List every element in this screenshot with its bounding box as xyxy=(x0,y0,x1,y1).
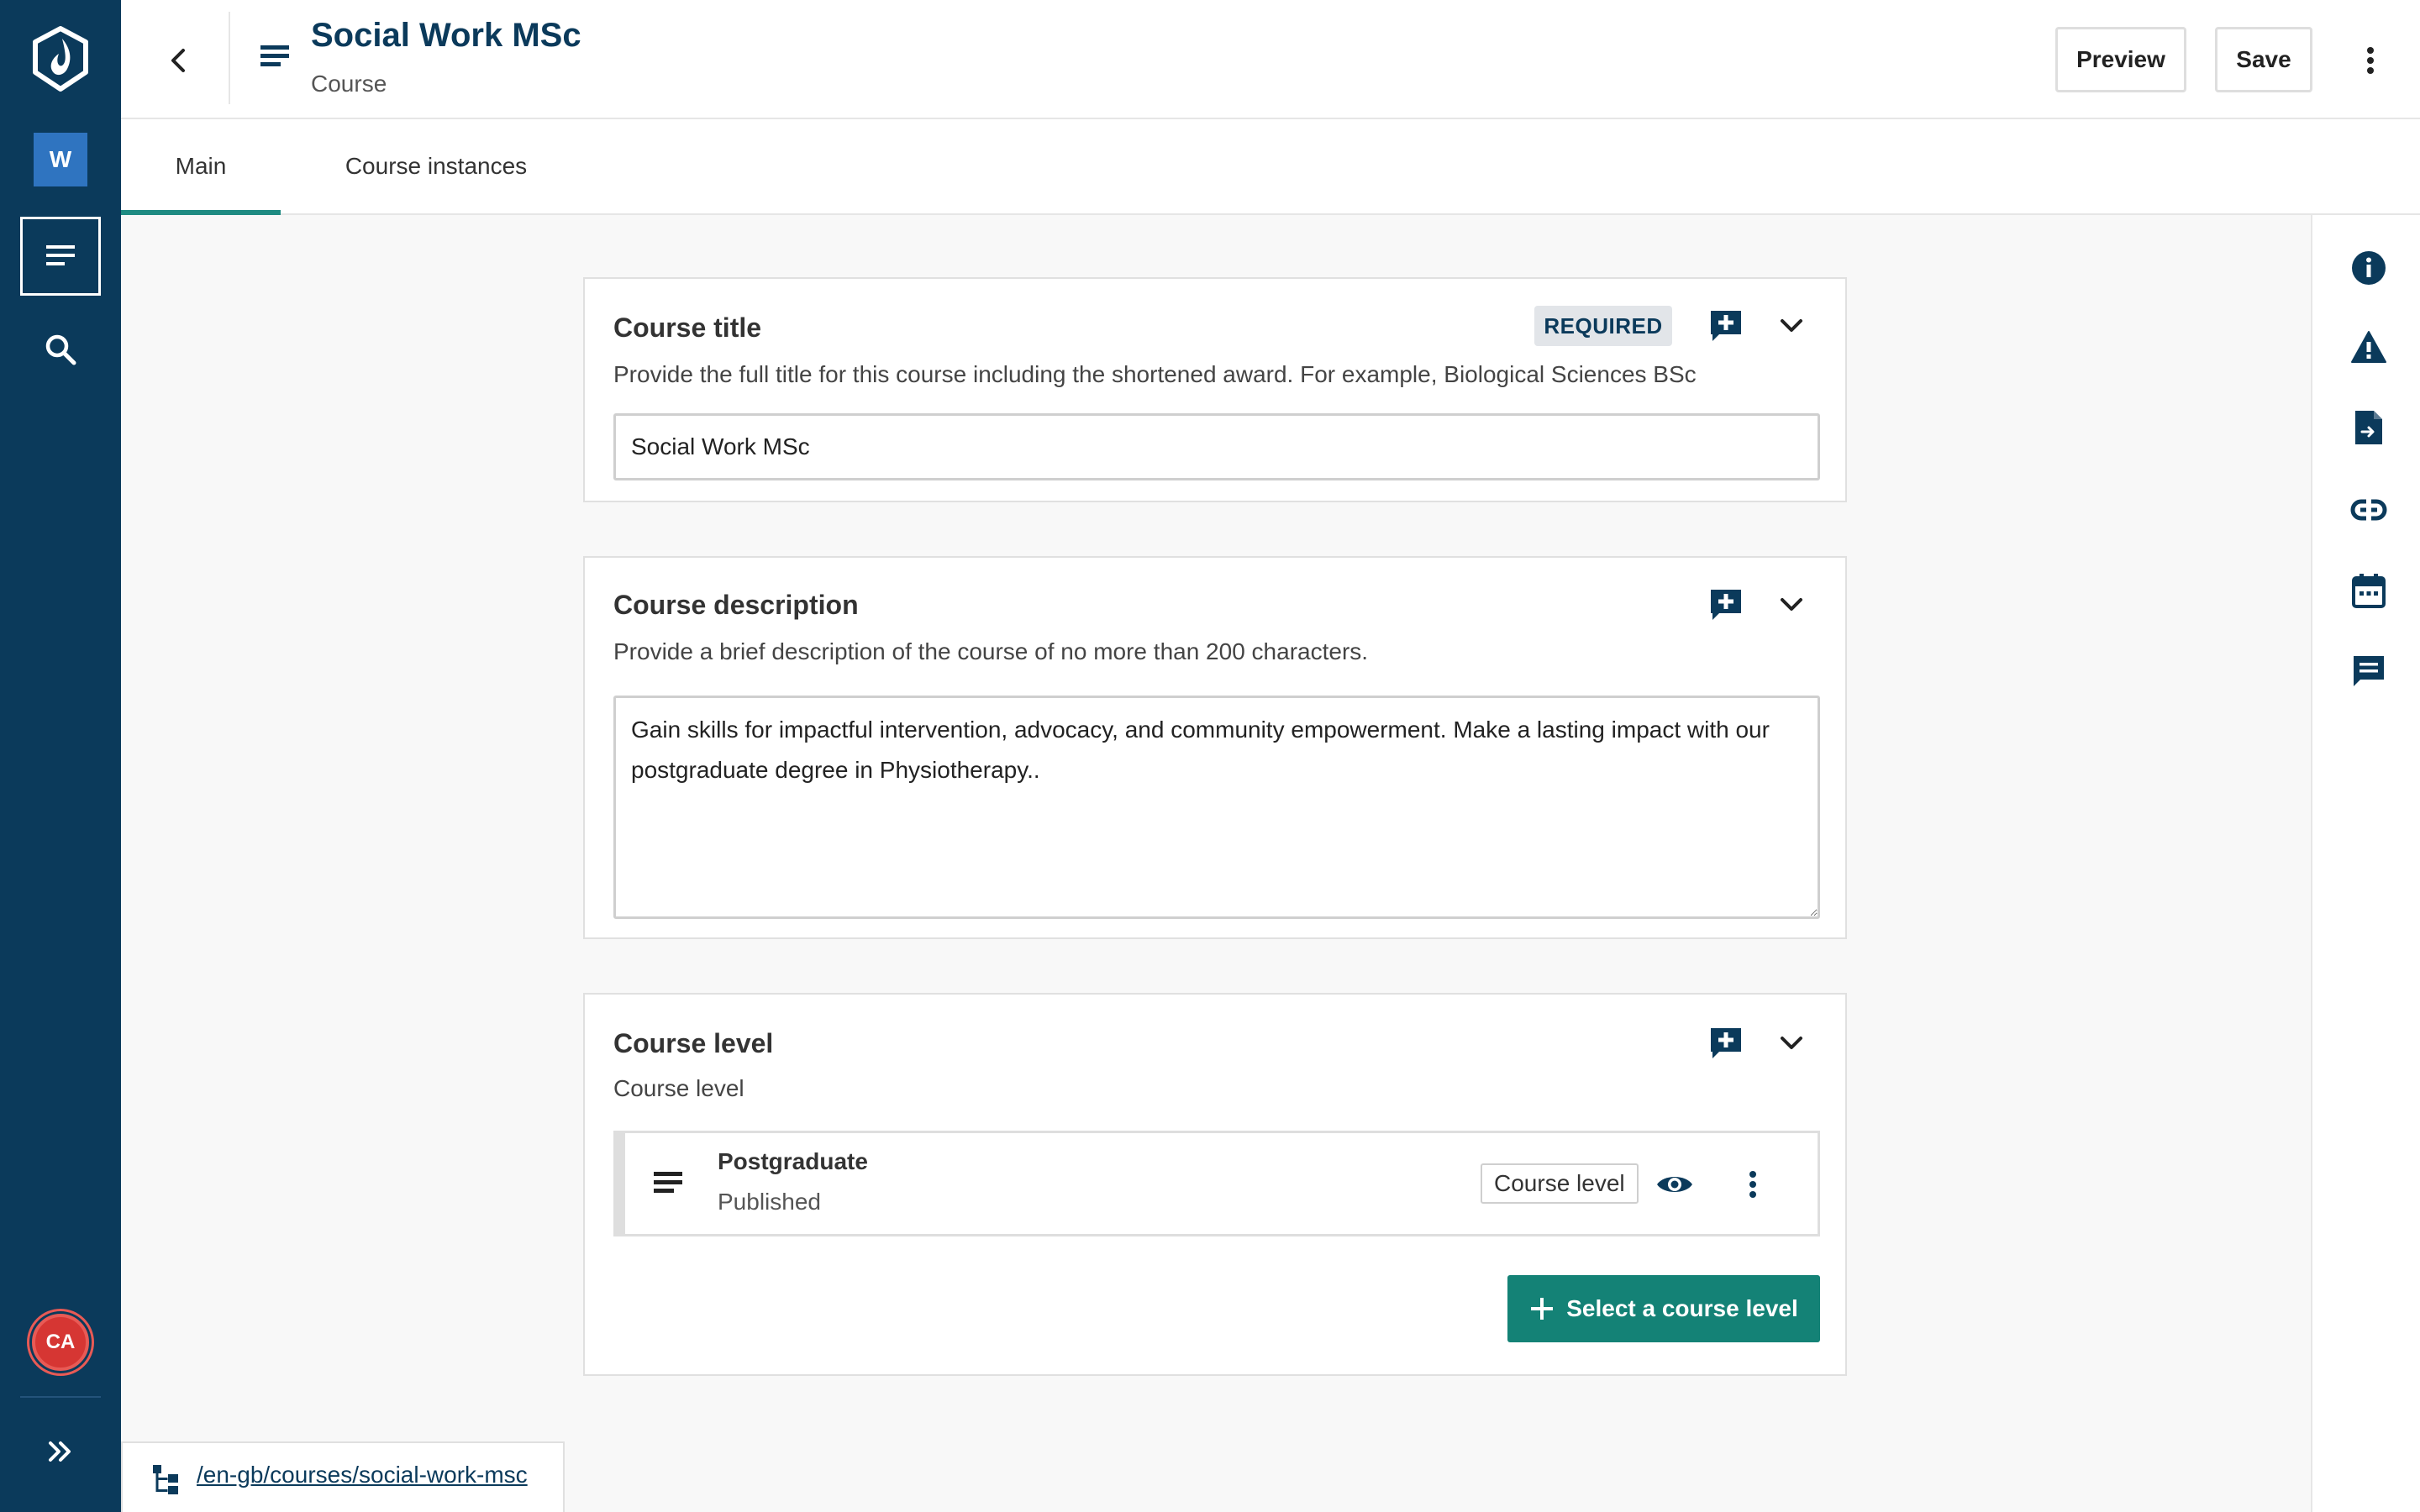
add-comment-button[interactable] xyxy=(1707,586,1744,623)
info-button[interactable] xyxy=(2349,249,2388,287)
left-nav-rail xyxy=(0,0,121,1512)
course-title-input[interactable] xyxy=(613,413,1820,480)
field-help-text: Course level xyxy=(613,1075,744,1101)
course-description-textarea[interactable] xyxy=(613,696,1820,919)
field-course-title xyxy=(583,277,1847,502)
add-comment-button[interactable] xyxy=(1707,1025,1744,1062)
schedule-button[interactable] xyxy=(2349,571,2388,610)
links-button[interactable] xyxy=(2349,491,2388,529)
field-course-description xyxy=(583,556,1847,939)
search-icon xyxy=(44,333,77,366)
plus-icon xyxy=(1529,1296,1555,1321)
add-comment-button[interactable] xyxy=(1707,307,1744,344)
document-button[interactable] xyxy=(2349,408,2388,447)
search-nav-button[interactable] xyxy=(39,328,82,371)
entries-nav-button[interactable] xyxy=(20,217,101,296)
entries-icon xyxy=(46,244,75,269)
info-icon xyxy=(2351,250,2386,286)
expand-icon xyxy=(47,1440,74,1463)
entry-name: Postgraduate xyxy=(718,1148,868,1174)
tab-main[interactable]: Main xyxy=(121,119,281,213)
page-subtitle: Course xyxy=(311,71,387,97)
collapse-button[interactable] xyxy=(1775,588,1808,622)
eye-icon xyxy=(1655,1172,1694,1197)
tab-course-instances[interactable]: Course instances xyxy=(345,153,528,179)
chevron-left-icon xyxy=(168,47,188,74)
field-help-text: Provide the full title for this course including the shortened award. For example, Biological Sciences BSc xyxy=(613,361,1697,387)
required-badge: REQUIRED xyxy=(1534,306,1672,346)
add-comment-icon xyxy=(1709,309,1743,343)
header-more-button[interactable] xyxy=(2349,37,2391,84)
reference-entry-card[interactable] xyxy=(613,1131,1820,1236)
add-comment-icon xyxy=(1709,1026,1743,1060)
entry-path-link[interactable]: /en-gb/courses/social-work-msc xyxy=(197,1462,528,1488)
avatar[interactable]: CA xyxy=(32,1314,89,1371)
collapse-button[interactable] xyxy=(1775,309,1808,343)
chevron-down-icon xyxy=(1780,1036,1803,1051)
content-type-badge: Course level xyxy=(1481,1163,1639,1204)
field-label: Course title xyxy=(613,312,762,343)
right-utility-rail xyxy=(2311,215,2420,1512)
tab-bar xyxy=(121,119,2420,215)
workspace-switcher[interactable]: W xyxy=(34,133,87,186)
kebab-icon xyxy=(2366,46,2375,75)
header-divider xyxy=(229,12,230,104)
field-help-text: Provide a brief description of the course of no more than 200 characters. xyxy=(613,638,1369,664)
calendar-icon xyxy=(2352,573,2386,608)
chevron-down-icon xyxy=(1780,597,1803,612)
warning-icon xyxy=(2350,330,2387,364)
view-entry-button[interactable] xyxy=(1654,1163,1696,1205)
logo-icon[interactable] xyxy=(30,25,91,92)
add-comment-icon xyxy=(1709,588,1743,622)
entry-type-icon xyxy=(652,1167,686,1200)
comment-icon xyxy=(2352,654,2386,688)
select-course-level-label: Select a course level xyxy=(1566,1295,1798,1321)
field-label: Course level xyxy=(613,1028,774,1058)
back-button[interactable] xyxy=(155,37,202,84)
field-course-level xyxy=(583,993,1847,1376)
rail-divider xyxy=(20,1396,101,1398)
entry-more-button[interactable] xyxy=(1736,1163,1770,1205)
select-course-level-button[interactable] xyxy=(1507,1275,1820,1342)
entry-header xyxy=(121,0,2420,119)
save-button[interactable]: Save xyxy=(2215,27,2312,92)
comments-button[interactable] xyxy=(2349,652,2388,690)
collapse-button[interactable] xyxy=(1775,1026,1808,1060)
document-icon xyxy=(2354,409,2384,446)
kebab-icon xyxy=(1749,1170,1757,1199)
link-icon xyxy=(2350,499,2387,521)
page-title: Social Work MSc xyxy=(311,17,581,54)
entry-path-indicator xyxy=(121,1441,565,1512)
field-label: Course description xyxy=(613,590,859,620)
entry-type-icon xyxy=(259,40,292,74)
expand-nav-button[interactable] xyxy=(40,1431,81,1472)
warnings-button[interactable] xyxy=(2349,328,2388,366)
sitemap-icon xyxy=(151,1463,183,1495)
preview-button[interactable]: Preview xyxy=(2055,27,2186,92)
chevron-down-icon xyxy=(1780,318,1803,333)
entry-status: Published xyxy=(718,1189,821,1215)
